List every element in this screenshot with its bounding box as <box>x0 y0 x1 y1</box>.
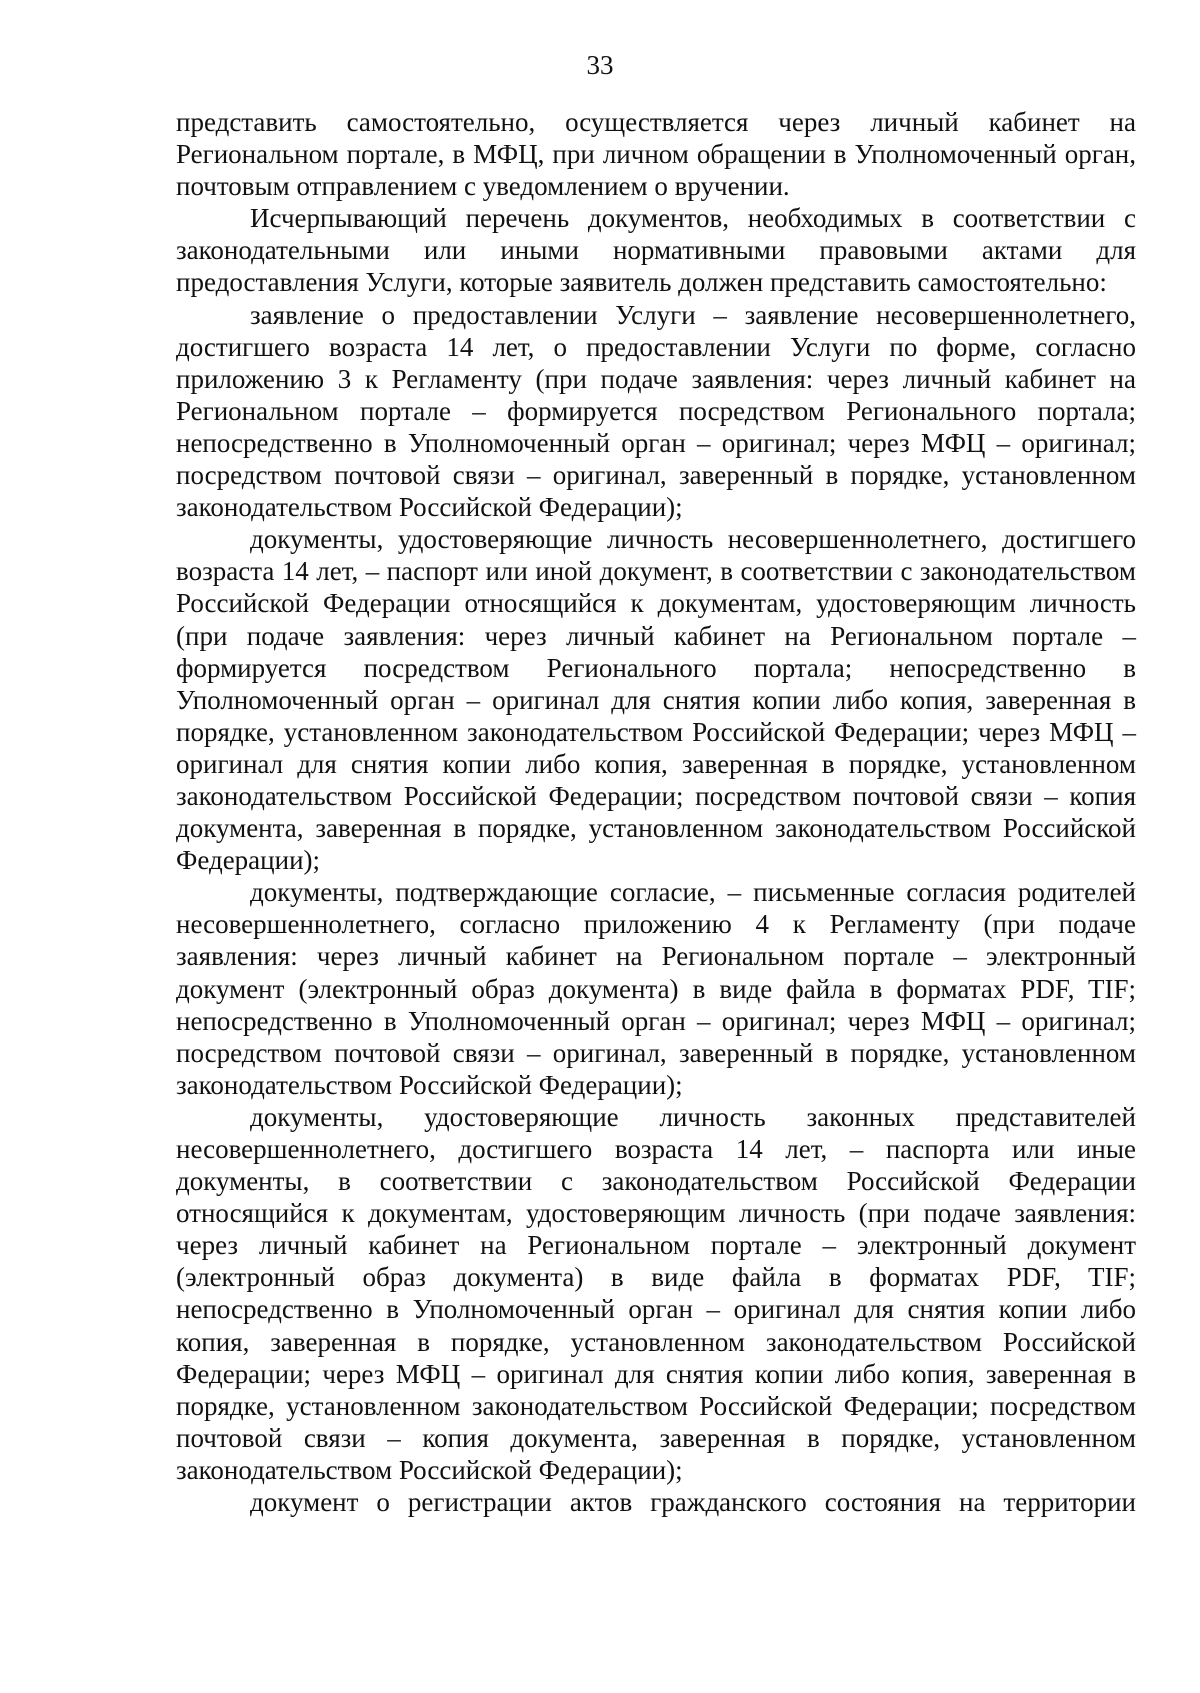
paragraph-representative-identity-documents: документы, удостоверяющие личность законных представителей несовершеннолетнего, достигшего возраста 14 лет, – паспорта или иные документы, в соответствии с законодательством Российской Федерации относящийся к документам, удостоверяющим личность (при подаче заявления: через личный кабинет на Региональном портале – электронный документ (электронный образ документа) в виде файла в форматах PDF, TIF; непосредственно в Уполномоченный орган – оригинал для снятия копии либо копия, заверенная в порядке, установленном законодательством Российской Федерации; через МФЦ – оригинал для снятия копии либо копия, заверенная в порядке, установленном законодательством Российской Федерации; посредством почтовой связи – копия документа, заверенная в порядке, установленном законодательством Российской Федерации); <box>176 1101 1136 1485</box>
paragraph-application: заявление о предоставлении Услуги – заявление несовершеннолетнего, достигшего возраста 14 лет, о предоставлении Услуги по форме, согласно приложению 3 к Регламенту (при подаче заявления: через личный кабинет на Региональном портале – формируется посредством Регионального портала; непосредственно в Уполномоченный орган – оригинал; через МФЦ – оригинал; посредством почтовой связи – оригинал, заверенный в порядке, установленном законодательством Российской Федерации); <box>176 299 1136 523</box>
paragraph-consent-documents: документы, подтверждающие согласие, – письменные согласия родителей несовершеннолетнего, согласно приложению 4 к Регламенту (при подаче заявления: через личный кабинет на Региональном портале – электронный документ (электронный образ документа) в виде файла в форматах PDF, TIF; непосредственно в Уполномоченный орган – оригинал; через МФЦ – оригинал; посредством почтовой связи – оригинал, заверенный в порядке, установленном законодательством Российской Федерации); <box>176 877 1136 1100</box>
page-number: 33 <box>586 50 614 80</box>
document-body <box>176 106 1136 1518</box>
paragraph-civil-registration-document: документ о регистрации актов гражданского состояния на территории <box>250 1487 1136 1518</box>
paragraph-document-list-intro: Исчерпывающий перечень документов, необходимых в соответствии с законодательными или иными нормативными правовыми актами для предоставления Услуги, которые заявитель должен представить самостоятельно: <box>176 203 1136 298</box>
paragraph-continuation: представить самостоятельно, осуществляется через личный кабинет на Региональном портале, в МФЦ, при личном обращении в Уполномоченный орган, почтовым отправлением с уведомлением о вручении. <box>176 107 1136 202</box>
paragraph-minor-identity-documents: документы, удостоверяющие личность несовершеннолетнего, достигшего возраста 14 лет, – паспорт или иной документ, в соответствии с законодательством Российской Федерации относящийся к документам, удостоверяющим личность (при подаче заявления: через личный кабинет на Региональном портале – формируется посредством Регионального портала; непосредственно в Уполномоченный орган – оригинал для снятия копии либо копия, заверенная в порядке, установленном законодательством Российской Федерации; через МФЦ – оригинал для снятия копии либо копия, заверенная в порядке, установленном законодательством Российской Федерации; посредством почтовой связи – копия документа, заверенная в порядке, установленном законодательством Российской Федерации); <box>176 524 1136 876</box>
